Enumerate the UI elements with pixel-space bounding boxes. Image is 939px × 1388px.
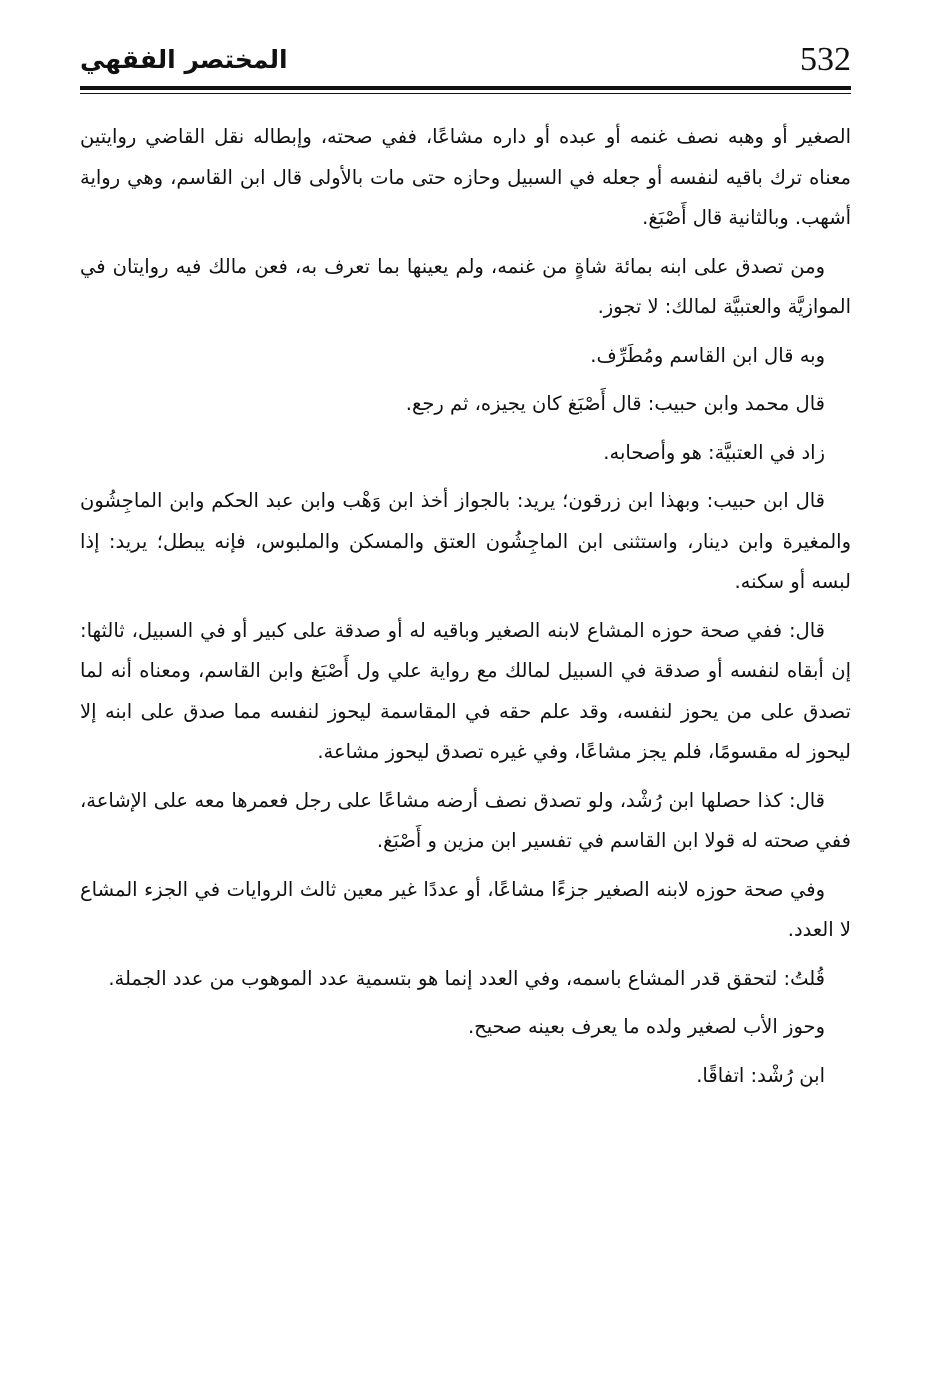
paragraph-2: ومن تصدق على ابنه بمائة شاةٍ من غنمه، ولم يعينها بما تعرف به، فعن مالك فيه روايتان في الموازيَّة والعتبيَّة لمالك: لا تجوز. [80,254,851,318]
header-rule-thick [80,86,851,90]
page-body [80,117,851,1104]
paragraph-1: الصغير أو وهبه نصف غنمه أو عبده أو داره مشاعًا، ففي صحته، وإبطاله نقل القاضي روايتين معناه ترك باقيه لنفسه أو جعله في السبيل وحازه حتى مات بالأولى قال ابن القاسم، وهي رواية أشهب. وبالثانية قال أَصْبَغ. [80,125,851,229]
header-rule-thin [80,93,851,94]
running-title: المختصر الفقهي [80,45,288,74]
paragraph-11: وحوز الأب لصغير ولده ما يعرف بعينه صحيح. [467,1015,825,1038]
paragraph-8: قال: كذا حصلها ابن رُشْد، ولو تصدق نصف أرضه مشاعًا على رجل فعمرها معه على الإشاعة، ففي صحته له قولا ابن القاسم في تفسير ابن مزين و أَصْبَغ. [80,788,851,852]
paragraph-12: ابن رُشْد: اتفاقًا. [696,1063,825,1087]
paragraph-3: وبه قال ابن القاسم ومُطَرِّف. [590,343,825,367]
page-header [80,36,851,84]
page-number: 532 [800,41,851,78]
paragraph-5: زاد في العتبيَّة: هو وأصحابه. [603,440,825,464]
paragraph-9: وفي صحة حوزه لابنه الصغير جزءًا مشاعًا، أو عددًا غير معين ثالث الروايات في الجزء المشاع لا العدد. [80,877,851,941]
paragraph-7: قال: ففي صحة حوزه المشاع لابنه الصغير وباقيه له أو صدقة على كبير أو في السبيل، ثالثها: إن أبقاه لنفسه أو صدقة في السبيل لمالك مع رواية علي ول أَصْبَغ وابن القاسم، ومعناه أنه لما تصدق على من يحوز لنفسه، وقد علم حقه في المقاسمة ليحوز لنفسه مما صدق على ابنه إلا ليحوز له مقسومًا، فلم يجز مشاعًا، وفي غيره تصدق ليحوز مشاعة. [80,618,851,763]
paragraph-10: قُلتُ: لتحقق قدر المشاع باسمه، وفي العدد إنما هو بتسمية عدد الموهوب من عدد الجملة. [108,966,825,990]
paragraph-4: قال محمد وابن حبيب: قال أَصْبَغ كان يجيزه، ثم رجع. [405,392,825,415]
paragraph-6: قال ابن حبيب: وبهذا ابن زرقون؛ يريد: بالجواز أخذ ابن وَهْب وابن عبد الحكم وابن الماجِشُون والمغيرة وابن دينار، واستثنى ابن الماجِشُون العتق والمسكن والملبوس، فإنه يبطل؛ يريد: إذا لبسه أو سكنه. [80,489,851,593]
